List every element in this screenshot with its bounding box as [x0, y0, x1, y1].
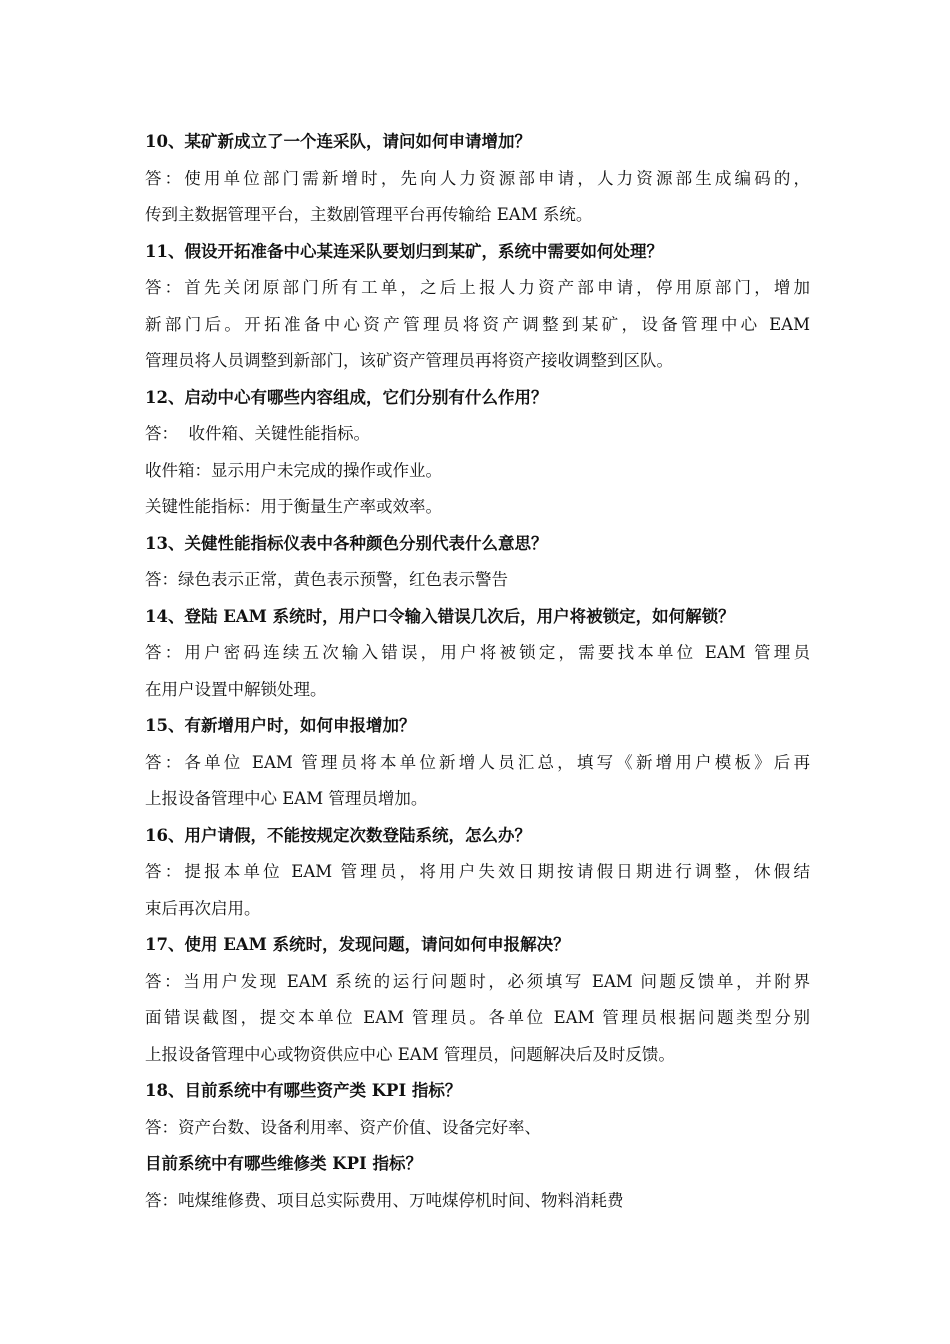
document-body — [145, 124, 810, 1219]
answer-14-line-1: 答：用户密码连续五次输入错误，用户将被锁定，需要找本单位 EAM 管理员 — [145, 643, 810, 662]
answer-16-line-1: 答：提报本单位 EAM 管理员，将用户失效日期按请假日期进行调整，休假结 — [145, 862, 810, 881]
question-10: 10、某矿新成立了一个连采队，请问如何申请增加？ — [145, 132, 531, 151]
answer-18-line-1: 答：资产台数、设备利用率、资产价值、设备完好率、 — [145, 1117, 541, 1137]
question-16: 16、用户请假，不能按规定次数登陆系统，怎么办？ — [145, 825, 531, 845]
question-18: 18、目前系统中有哪些资产类 KPI 指标？ — [145, 1081, 462, 1100]
question-13: 13、关健性能指标仪表中各种颜色分别代表什么意思？ — [145, 533, 548, 553]
answer-17-line-2: 面错误截图，提交本单位 EAM 管理员。各单位 EAM 管理员根据问题类型分别 — [145, 1008, 810, 1027]
question-18b: 目前系统中有哪些维修类 KPI 指标？ — [145, 1154, 422, 1173]
answer-11-line-2: 新部门后。开拓准备中心资产管理员将资产调整到某矿，设备管理中心 EAM — [145, 314, 810, 334]
answer-12-line-1: 答： 收件箱、关键性能指标。 — [145, 424, 370, 443]
answer-14-line-2: 在用户设置中解锁处理。 — [145, 679, 327, 699]
answer-11-line-3: 管理员将人员调整到新部门，该矿资产管理员再将资产接收调整到区队。 — [145, 351, 673, 370]
answer-17-line-1: 答：当用户发现 EAM 系统的运行问题时，必须填写 EAM 问题反馈单，并附界 — [145, 971, 810, 991]
answer-11-line-1: 答：首先关闭原部门所有工单，之后上报人力资产部申请，停用原部门，增加 — [145, 278, 810, 297]
question-14: 14、登陆 EAM 系统时，用户口令输入错误几次后，用户将被锁定，如何解锁？ — [145, 606, 735, 626]
question-12: 12、启动中心有哪些内容组成，它们分别有什么作用？ — [145, 387, 548, 407]
answer-15-line-1: 答：各单位 EAM 管理员将本单位新增人员汇总，填写《新增用户模板》后再 — [145, 752, 810, 772]
answer-12-line-2: 收件箱：显示用户未完成的操作或作业。 — [145, 460, 442, 480]
question-11: 11、假设开拓准备中心某连采队要划归到某矿，系统中需要如何处理？ — [145, 241, 663, 261]
question-17: 17、使用 EAM 系统时，发现问题，请问如何申报解决？ — [145, 935, 570, 954]
answer-12-line-3: 关键性能指标：用于衡量生产率或效率。 — [145, 497, 442, 516]
answer-10-line-2: 传到主数据管理平台，主数剧管理平台再传输给 EAM 系统。 — [145, 205, 593, 224]
answer-17-line-3: 上报设备管理中心或物资供应中心 EAM 管理员，问题解决后及时反馈。 — [145, 1044, 675, 1064]
question-15: 15、有新增用户时，如何申报增加？ — [145, 716, 416, 735]
answer-13-line-1: 答：绿色表示正常，黄色表示预警，红色表示警告 — [145, 570, 508, 589]
answer-16-line-2: 束后再次启用。 — [145, 898, 261, 918]
answer-10-line-1: 答：使用单位部门需新增时，先向人力资源部申请，人力资源部生成编码的， — [145, 168, 810, 188]
answer-18b-line-1: 答：吨煤维修费、项目总实际费用、万吨煤停机时间、物料消耗费 — [145, 1190, 624, 1210]
answer-15-line-2: 上报设备管理中心 EAM 管理员增加。 — [145, 789, 428, 808]
